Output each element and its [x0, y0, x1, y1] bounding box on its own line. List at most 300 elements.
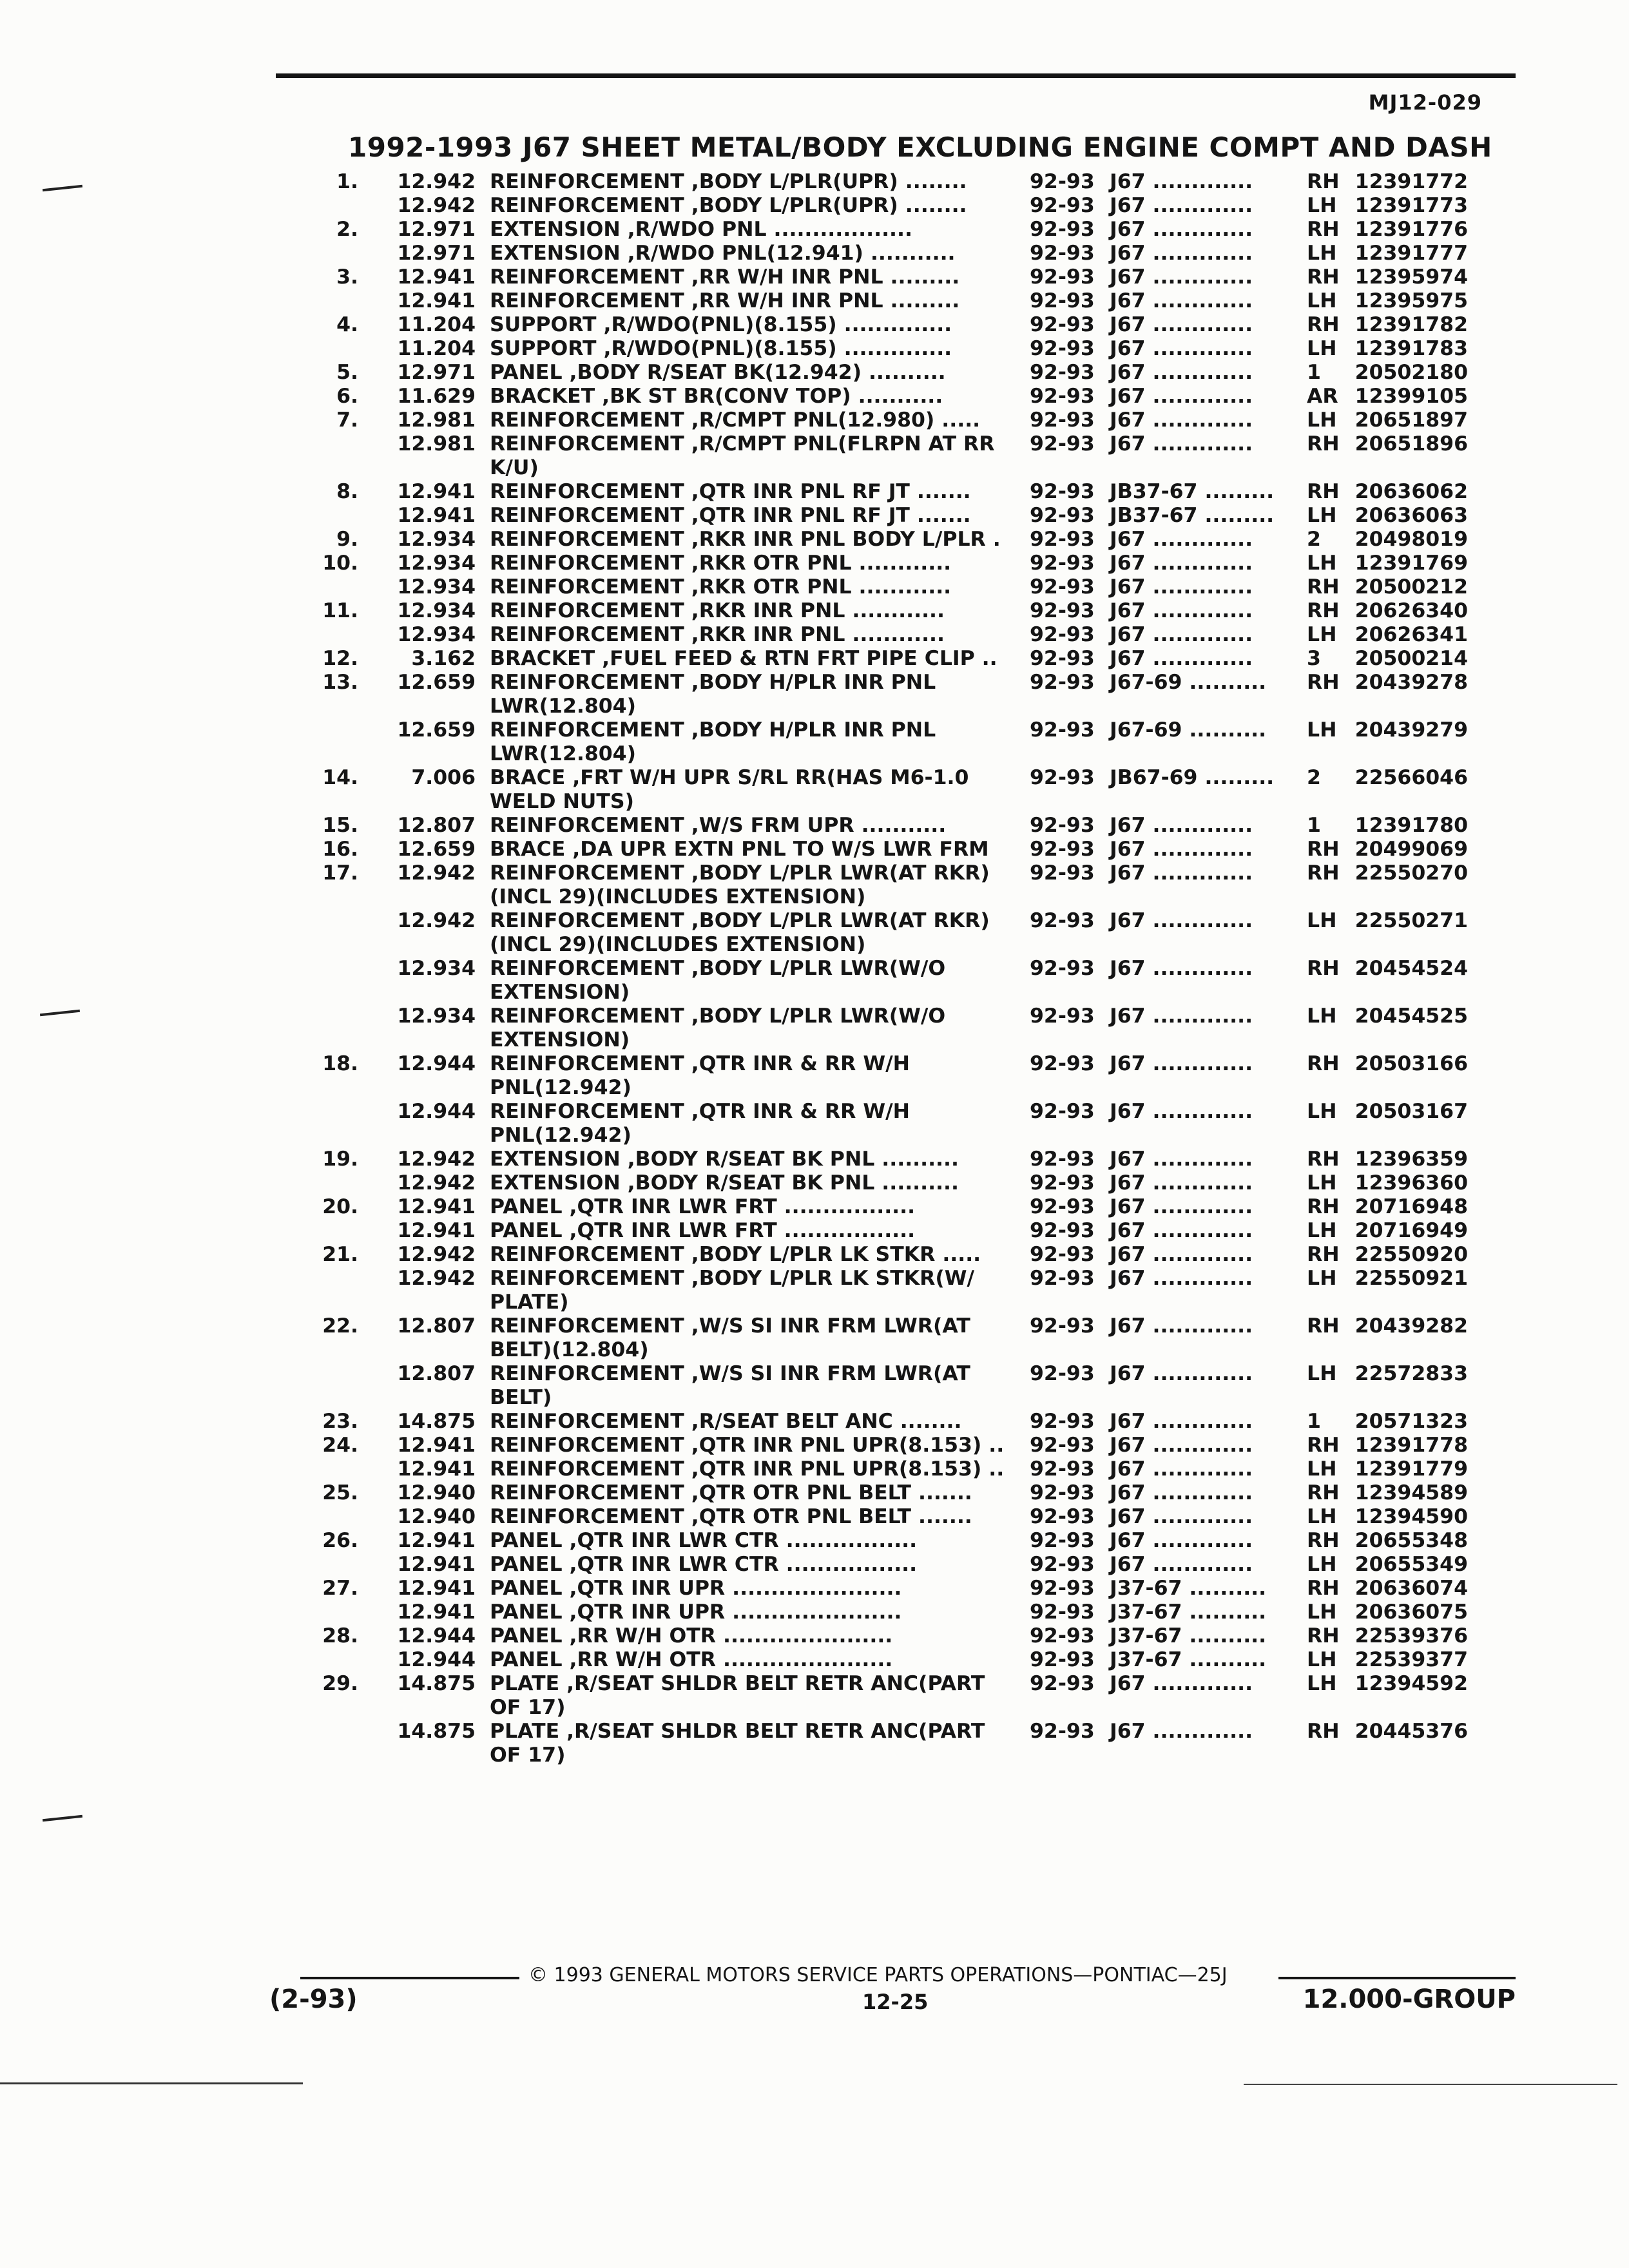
quantity-side: LH: [1307, 289, 1337, 312]
model-code: J67 .............: [1110, 861, 1253, 885]
model-years: 92-93: [1030, 265, 1095, 289]
part-number: 20571323: [1354, 1410, 1468, 1433]
model-years: 92-93: [1030, 838, 1095, 861]
group-number: 12.941: [397, 1195, 476, 1218]
model-years: 92-93: [1030, 575, 1095, 599]
part-description: BRACKET ,FUEL FEED & RTN FRT PIPE CLIP ..: [490, 647, 998, 670]
model-years: 92-93: [1030, 194, 1095, 217]
quantity-side: LH: [1307, 1362, 1337, 1385]
model-years: 92-93: [1030, 504, 1095, 527]
model-code: J67 .............: [1110, 599, 1253, 622]
table-row: [0, 1505, 1629, 1529]
model-years: 92-93: [1030, 623, 1095, 646]
quantity-side: RH: [1307, 1624, 1340, 1648]
ref-number: 19.: [322, 1148, 358, 1171]
model-years: 92-93: [1030, 1529, 1095, 1552]
part-description: PLATE ,R/SEAT SHLDR BELT RETR ANC(PART OF 17): [490, 1720, 985, 1767]
model-code: J67 .............: [1110, 289, 1253, 312]
model-code: J67 .............: [1110, 194, 1253, 217]
ref-number: 11.: [322, 599, 358, 622]
model-code: J67-69 ..........: [1110, 718, 1267, 742]
table-row: [0, 1195, 1629, 1219]
quantity-side: RH: [1307, 1434, 1340, 1457]
part-number: 12399105: [1354, 385, 1468, 408]
quantity-side: 2: [1307, 528, 1321, 551]
group-number: 12.941: [397, 1553, 476, 1576]
model-years: 92-93: [1030, 599, 1095, 622]
group-number: 12.942: [397, 861, 476, 885]
model-code: J67 .............: [1110, 1720, 1253, 1743]
table-row: [0, 361, 1629, 385]
ref-number: 23.: [322, 1410, 358, 1433]
table-row: [0, 1148, 1629, 1171]
part-description: PLATE ,R/SEAT SHLDR BELT RETR ANC(PART OF 17): [490, 1672, 985, 1719]
part-description: PANEL ,QTR INR UPR ......................: [490, 1600, 902, 1624]
part-number: 20716949: [1354, 1219, 1468, 1242]
model-years: 92-93: [1030, 718, 1095, 742]
quantity-side: LH: [1307, 1553, 1337, 1576]
part-description: REINFORCEMENT ,QTR OTR PNL BELT .......: [490, 1481, 972, 1504]
part-description: REINFORCEMENT ,QTR INR PNL UPR(8.153) ..: [490, 1457, 1005, 1481]
model-code: J67 .............: [1110, 814, 1253, 837]
group-number: 12.942: [397, 1267, 476, 1290]
table-row: [0, 552, 1629, 575]
model-code: J67 .............: [1110, 1243, 1253, 1266]
model-code: J67 .............: [1110, 957, 1253, 980]
group-number: 12.942: [397, 194, 476, 217]
group-number: 11.204: [397, 337, 476, 360]
table-row: [0, 1267, 1629, 1314]
part-number: 20651897: [1354, 408, 1468, 432]
model-code: J37-67 ..........: [1110, 1600, 1267, 1624]
model-code: J67 .............: [1110, 1553, 1253, 1576]
part-number: 12391780: [1354, 814, 1468, 837]
part-number: 12391772: [1354, 170, 1468, 193]
table-row: [0, 718, 1629, 766]
part-number: 20626341: [1354, 623, 1468, 646]
model-code: J67 .............: [1110, 1195, 1253, 1218]
part-number: 20636062: [1354, 480, 1468, 503]
table-row: [0, 265, 1629, 289]
quantity-side: LH: [1307, 1672, 1337, 1695]
quantity-side: LH: [1307, 1004, 1337, 1028]
part-description: REINFORCEMENT ,QTR INR & RR W/H PNL(12.942): [490, 1052, 911, 1099]
document-code: MJ12-029: [1368, 90, 1482, 115]
model-code: J67 .............: [1110, 909, 1253, 932]
table-row: [0, 1362, 1629, 1410]
part-number: 12394589: [1354, 1481, 1468, 1504]
part-number: 20636063: [1354, 504, 1468, 527]
quantity-side: RH: [1307, 170, 1340, 193]
ref-number: 25.: [322, 1481, 358, 1504]
part-description: REINFORCEMENT ,W/S SI INR FRM LWR(AT BELT)(12.804): [490, 1314, 970, 1361]
table-row: [0, 170, 1629, 194]
part-description: REINFORCEMENT ,BODY L/PLR LWR(W/O EXTENSION): [490, 1004, 946, 1052]
table-row: [0, 1577, 1629, 1600]
model-code: J67 .............: [1110, 623, 1253, 646]
model-years: 92-93: [1030, 1434, 1095, 1457]
model-years: 92-93: [1030, 1195, 1095, 1218]
group-number: 12.934: [397, 1004, 476, 1028]
part-description: REINFORCEMENT ,BODY L/PLR LWR(W/O EXTENSION): [490, 957, 946, 1004]
ref-number: 26.: [322, 1529, 358, 1552]
model-years: 92-93: [1030, 170, 1095, 193]
part-description: REINFORCEMENT ,RKR INR PNL BODY L/PLR .: [490, 528, 1001, 551]
model-code: J67 .............: [1110, 1100, 1253, 1123]
model-years: 92-93: [1030, 1648, 1095, 1671]
table-row: [0, 313, 1629, 337]
table-row: [0, 1100, 1629, 1148]
table-row: [0, 1004, 1629, 1052]
quantity-side: LH: [1307, 194, 1337, 217]
part-number: 20498019: [1354, 528, 1468, 551]
table-row: [0, 1219, 1629, 1243]
model-years: 92-93: [1030, 1410, 1095, 1433]
part-number: 20503167: [1354, 1100, 1468, 1123]
group-number: 12.944: [397, 1624, 476, 1648]
table-row: [0, 1171, 1629, 1195]
part-number: 12391783: [1354, 337, 1468, 360]
part-number: 20651896: [1354, 432, 1468, 456]
table-row: [0, 1529, 1629, 1553]
group-number: 12.941: [397, 1434, 476, 1457]
part-number: 12396359: [1354, 1148, 1468, 1171]
bottom-rule-right: [1244, 2084, 1617, 2085]
part-description: REINFORCEMENT ,BODY L/PLR LK STKR .....: [490, 1243, 981, 1266]
part-description: BRACE ,DA UPR EXTN PNL TO W/S LWR FRM: [490, 838, 989, 861]
model-code: JB37-67 .........: [1110, 504, 1275, 527]
group-number: 12.940: [397, 1481, 476, 1504]
quantity-side: RH: [1307, 1314, 1340, 1338]
ref-number: 24.: [322, 1434, 358, 1457]
model-code: J67 .............: [1110, 1052, 1253, 1075]
quantity-side: LH: [1307, 552, 1337, 575]
model-code: J67 .............: [1110, 1171, 1253, 1195]
model-years: 92-93: [1030, 671, 1095, 694]
model-code: J67 .............: [1110, 647, 1253, 670]
model-years: 92-93: [1030, 647, 1095, 670]
part-number: 22566046: [1354, 766, 1468, 789]
table-row: [0, 432, 1629, 480]
ref-number: 17.: [322, 861, 358, 885]
model-years: 92-93: [1030, 289, 1095, 312]
model-years: 92-93: [1030, 1481, 1095, 1504]
model-years: 92-93: [1030, 1004, 1095, 1028]
model-years: 92-93: [1030, 1148, 1095, 1171]
table-row: [0, 528, 1629, 552]
ref-number: 3.: [336, 265, 358, 289]
group-number: 12.934: [397, 575, 476, 599]
table-row: [0, 909, 1629, 957]
group-number: 12.807: [397, 814, 476, 837]
table-row: [0, 1624, 1629, 1648]
part-description: EXTENSION ,BODY R/SEAT BK PNL ..........: [490, 1148, 959, 1171]
group-number: 12.942: [397, 170, 476, 193]
part-number: 20499069: [1354, 838, 1468, 861]
group-number: 14.875: [397, 1672, 476, 1695]
model-years: 92-93: [1030, 480, 1095, 503]
model-code: J67 .............: [1110, 1434, 1253, 1457]
quantity-side: RH: [1307, 1148, 1340, 1171]
group-number: 3.162: [411, 647, 476, 670]
group-number: 12.971: [397, 361, 476, 384]
group-number: 12.942: [397, 1243, 476, 1266]
quantity-side: RH: [1307, 575, 1340, 599]
group-number: 12.941: [397, 480, 476, 503]
model-code: J67 .............: [1110, 1314, 1253, 1338]
model-code: J67 .............: [1110, 361, 1253, 384]
part-description: REINFORCEMENT ,BODY H/PLR INR PNL LWR(12.804): [490, 718, 936, 765]
group-number: 12.941: [397, 1600, 476, 1624]
ref-number: 1.: [336, 170, 358, 193]
part-description: REINFORCEMENT ,QTR INR PNL UPR(8.153) ..: [490, 1434, 1005, 1457]
quantity-side: RH: [1307, 480, 1340, 503]
ref-number: 21.: [322, 1243, 358, 1266]
table-row: [0, 242, 1629, 265]
model-years: 92-93: [1030, 1267, 1095, 1290]
model-code: JB37-67 .........: [1110, 480, 1275, 503]
table-row: [0, 480, 1629, 504]
model-code: J67 .............: [1110, 1004, 1253, 1028]
model-code: J67 .............: [1110, 1362, 1253, 1385]
top-rule: [276, 73, 1516, 78]
model-code: J67 .............: [1110, 170, 1253, 193]
ref-number: 27.: [322, 1577, 358, 1600]
part-number: 22550270: [1354, 861, 1468, 885]
footer-rule-left: [300, 1977, 519, 1979]
model-code: J67 .............: [1110, 265, 1253, 289]
quantity-side: RH: [1307, 599, 1340, 622]
quantity-side: LH: [1307, 1505, 1337, 1528]
model-years: 92-93: [1030, 861, 1095, 885]
part-description: REINFORCEMENT ,BODY L/PLR LWR(AT RKR) (INCL 29)(INCLUDES EXTENSION): [490, 909, 990, 956]
quantity-side: RH: [1307, 957, 1340, 980]
group-number: 12.941: [397, 1457, 476, 1481]
part-description: REINFORCEMENT ,RR W/H INR PNL .........: [490, 289, 960, 312]
bottom-rule-left: [0, 2082, 303, 2084]
group-number: 12.934: [397, 957, 476, 980]
quantity-side: AR: [1307, 385, 1338, 408]
table-row: [0, 766, 1629, 814]
part-number: 20445376: [1354, 1720, 1468, 1743]
model-years: 92-93: [1030, 1577, 1095, 1600]
group-number: 12.659: [397, 718, 476, 742]
part-description: SUPPORT ,R/WDO(PNL)(8.155) ..............: [490, 337, 952, 360]
table-row: [0, 194, 1629, 218]
group-number: 12.941: [397, 1577, 476, 1600]
model-code: JB67-69 .........: [1110, 766, 1275, 789]
table-row: [0, 861, 1629, 909]
part-description: REINFORCEMENT ,QTR OTR PNL BELT .......: [490, 1505, 972, 1528]
footer-rule-right: [1278, 1977, 1516, 1979]
group-number: 12.941: [397, 1529, 476, 1552]
part-number: 20636074: [1354, 1577, 1468, 1600]
group-number: 12.934: [397, 528, 476, 551]
page-number: 12-25: [862, 1990, 929, 2014]
part-description: REINFORCEMENT ,BODY L/PLR LK STKR(W/ PLATE): [490, 1267, 975, 1314]
part-description: REINFORCEMENT ,QTR INR PNL RF JT .......: [490, 504, 971, 527]
model-code: J67 .............: [1110, 1410, 1253, 1433]
table-row: [0, 1553, 1629, 1577]
quantity-side: 3: [1307, 647, 1321, 670]
quantity-side: LH: [1307, 242, 1337, 265]
group-number: 7.006: [411, 766, 476, 789]
group-number: 12.940: [397, 1505, 476, 1528]
part-description: PANEL ,RR W/H OTR ......................: [490, 1624, 893, 1648]
quantity-side: RH: [1307, 1720, 1340, 1743]
part-number: 12391776: [1354, 218, 1468, 241]
ref-number: 2.: [336, 218, 358, 241]
part-number: 20626340: [1354, 599, 1468, 622]
part-number: 20454524: [1354, 957, 1468, 980]
part-number: 12391769: [1354, 552, 1468, 575]
group-number: 12.981: [397, 408, 476, 432]
part-number: 20636075: [1354, 1600, 1468, 1624]
part-number: 12391779: [1354, 1457, 1468, 1481]
part-number: 12396360: [1354, 1171, 1468, 1195]
part-number: 22572833: [1354, 1362, 1468, 1385]
part-number: 20655349: [1354, 1553, 1468, 1576]
model-code: J67 .............: [1110, 337, 1253, 360]
group-number: 12.981: [397, 432, 476, 456]
table-row: [0, 385, 1629, 408]
table-row: [0, 1243, 1629, 1267]
part-description: REINFORCEMENT ,RKR OTR PNL ............: [490, 575, 952, 599]
group-number: 12.941: [397, 1219, 476, 1242]
part-number: 12391777: [1354, 242, 1468, 265]
model-years: 92-93: [1030, 218, 1095, 241]
part-number: 20503166: [1354, 1052, 1468, 1075]
part-description: PANEL ,QTR INR LWR CTR .................: [490, 1553, 918, 1576]
part-number: 20439278: [1354, 671, 1468, 694]
table-row: [0, 408, 1629, 432]
part-description: REINFORCEMENT ,BODY H/PLR INR PNL LWR(12.804): [490, 671, 936, 718]
group-number: 12.659: [397, 838, 476, 861]
model-years: 92-93: [1030, 766, 1095, 789]
part-description: REINFORCEMENT ,RKR INR PNL ............: [490, 599, 945, 622]
quantity-side: LH: [1307, 1648, 1337, 1671]
quantity-side: RH: [1307, 1195, 1340, 1218]
part-number: 20439282: [1354, 1314, 1468, 1338]
table-row: [0, 1314, 1629, 1362]
group-number: 11.629: [397, 385, 476, 408]
model-code: J67 .............: [1110, 218, 1253, 241]
model-years: 92-93: [1030, 337, 1095, 360]
revision-date: (2-93): [269, 1984, 358, 2014]
model-years: 92-93: [1030, 1624, 1095, 1648]
model-years: 92-93: [1030, 313, 1095, 336]
quantity-side: 2: [1307, 766, 1321, 789]
model-years: 92-93: [1030, 1314, 1095, 1338]
model-years: 92-93: [1030, 1100, 1095, 1123]
quantity-side: LH: [1307, 1171, 1337, 1195]
part-description: EXTENSION ,R/WDO PNL ..................: [490, 218, 912, 241]
model-code: J67 .............: [1110, 1481, 1253, 1504]
group-number: 12.807: [397, 1314, 476, 1338]
ref-number: 22.: [322, 1314, 358, 1338]
part-number: 20439279: [1354, 718, 1468, 742]
group-number: 12.942: [397, 1171, 476, 1195]
group-number: 12.942: [397, 1148, 476, 1171]
part-number: 12391773: [1354, 194, 1468, 217]
group-number: 14.875: [397, 1410, 476, 1433]
group-number: 12.944: [397, 1648, 476, 1671]
quantity-side: LH: [1307, 504, 1337, 527]
table-row: [0, 575, 1629, 599]
part-number: 20454525: [1354, 1004, 1468, 1028]
model-code: J67 .............: [1110, 408, 1253, 432]
model-code: J67 .............: [1110, 313, 1253, 336]
ref-number: 20.: [322, 1195, 358, 1218]
model-code: J37-67 ..........: [1110, 1577, 1267, 1600]
model-years: 92-93: [1030, 1720, 1095, 1743]
part-number: 12391778: [1354, 1434, 1468, 1457]
quantity-side: LH: [1307, 1267, 1337, 1290]
model-years: 92-93: [1030, 385, 1095, 408]
part-description: PANEL ,RR W/H OTR ......................: [490, 1648, 893, 1671]
part-description: REINFORCEMENT ,R/CMPT PNL(12.980) .....: [490, 408, 981, 432]
table-row: [0, 218, 1629, 242]
table-row: [0, 814, 1629, 838]
model-code: J37-67 ..........: [1110, 1648, 1267, 1671]
quantity-side: RH: [1307, 313, 1340, 336]
model-years: 92-93: [1030, 1600, 1095, 1624]
table-row: [0, 504, 1629, 528]
quantity-side: 1: [1307, 361, 1321, 384]
quantity-side: RH: [1307, 861, 1340, 885]
quantity-side: LH: [1307, 623, 1337, 646]
table-row: [0, 1434, 1629, 1457]
ref-number: 8.: [336, 480, 358, 503]
model-code: J67 .............: [1110, 1148, 1253, 1171]
quantity-side: RH: [1307, 671, 1340, 694]
quantity-side: LH: [1307, 1457, 1337, 1481]
model-years: 92-93: [1030, 1219, 1095, 1242]
model-code: J67 .............: [1110, 1457, 1253, 1481]
part-description: REINFORCEMENT ,QTR INR & RR W/H PNL(12.942): [490, 1100, 911, 1147]
model-years: 92-93: [1030, 1457, 1095, 1481]
quantity-side: 1: [1307, 814, 1321, 837]
page-title: 1992-1993 J67 SHEET METAL/BODY EXCLUDING ENGINE COMPT AND DASH: [348, 131, 1492, 163]
part-number: 12394590: [1354, 1505, 1468, 1528]
model-years: 92-93: [1030, 1171, 1095, 1195]
group-number: 12.934: [397, 599, 476, 622]
model-years: 92-93: [1030, 408, 1095, 432]
model-code: J67-69 ..........: [1110, 671, 1267, 694]
model-years: 92-93: [1030, 814, 1095, 837]
quantity-side: LH: [1307, 718, 1337, 742]
part-number: 22539376: [1354, 1624, 1468, 1648]
table-row: [0, 838, 1629, 861]
group-code: 12.000-GROUP: [1302, 1984, 1516, 2014]
group-number: 11.204: [397, 313, 476, 336]
part-number: 12395975: [1354, 289, 1468, 312]
group-number: 12.941: [397, 289, 476, 312]
part-description: REINFORCEMENT ,BODY L/PLR LWR(AT RKR) (INCL 29)(INCLUDES EXTENSION): [490, 861, 990, 908]
table-row: [0, 1672, 1629, 1720]
part-description: PANEL ,QTR INR LWR CTR .................: [490, 1529, 918, 1552]
part-description: SUPPORT ,R/WDO(PNL)(8.155) ..............: [490, 313, 952, 336]
table-row: [0, 599, 1629, 623]
part-number: 22550920: [1354, 1243, 1468, 1266]
table-row: [0, 1600, 1629, 1624]
quantity-side: RH: [1307, 1052, 1340, 1075]
part-number: 22550921: [1354, 1267, 1468, 1290]
model-years: 92-93: [1030, 1505, 1095, 1528]
part-description: PANEL ,QTR INR UPR ......................: [490, 1577, 902, 1600]
model-code: J67 .............: [1110, 432, 1253, 456]
model-years: 92-93: [1030, 1553, 1095, 1576]
